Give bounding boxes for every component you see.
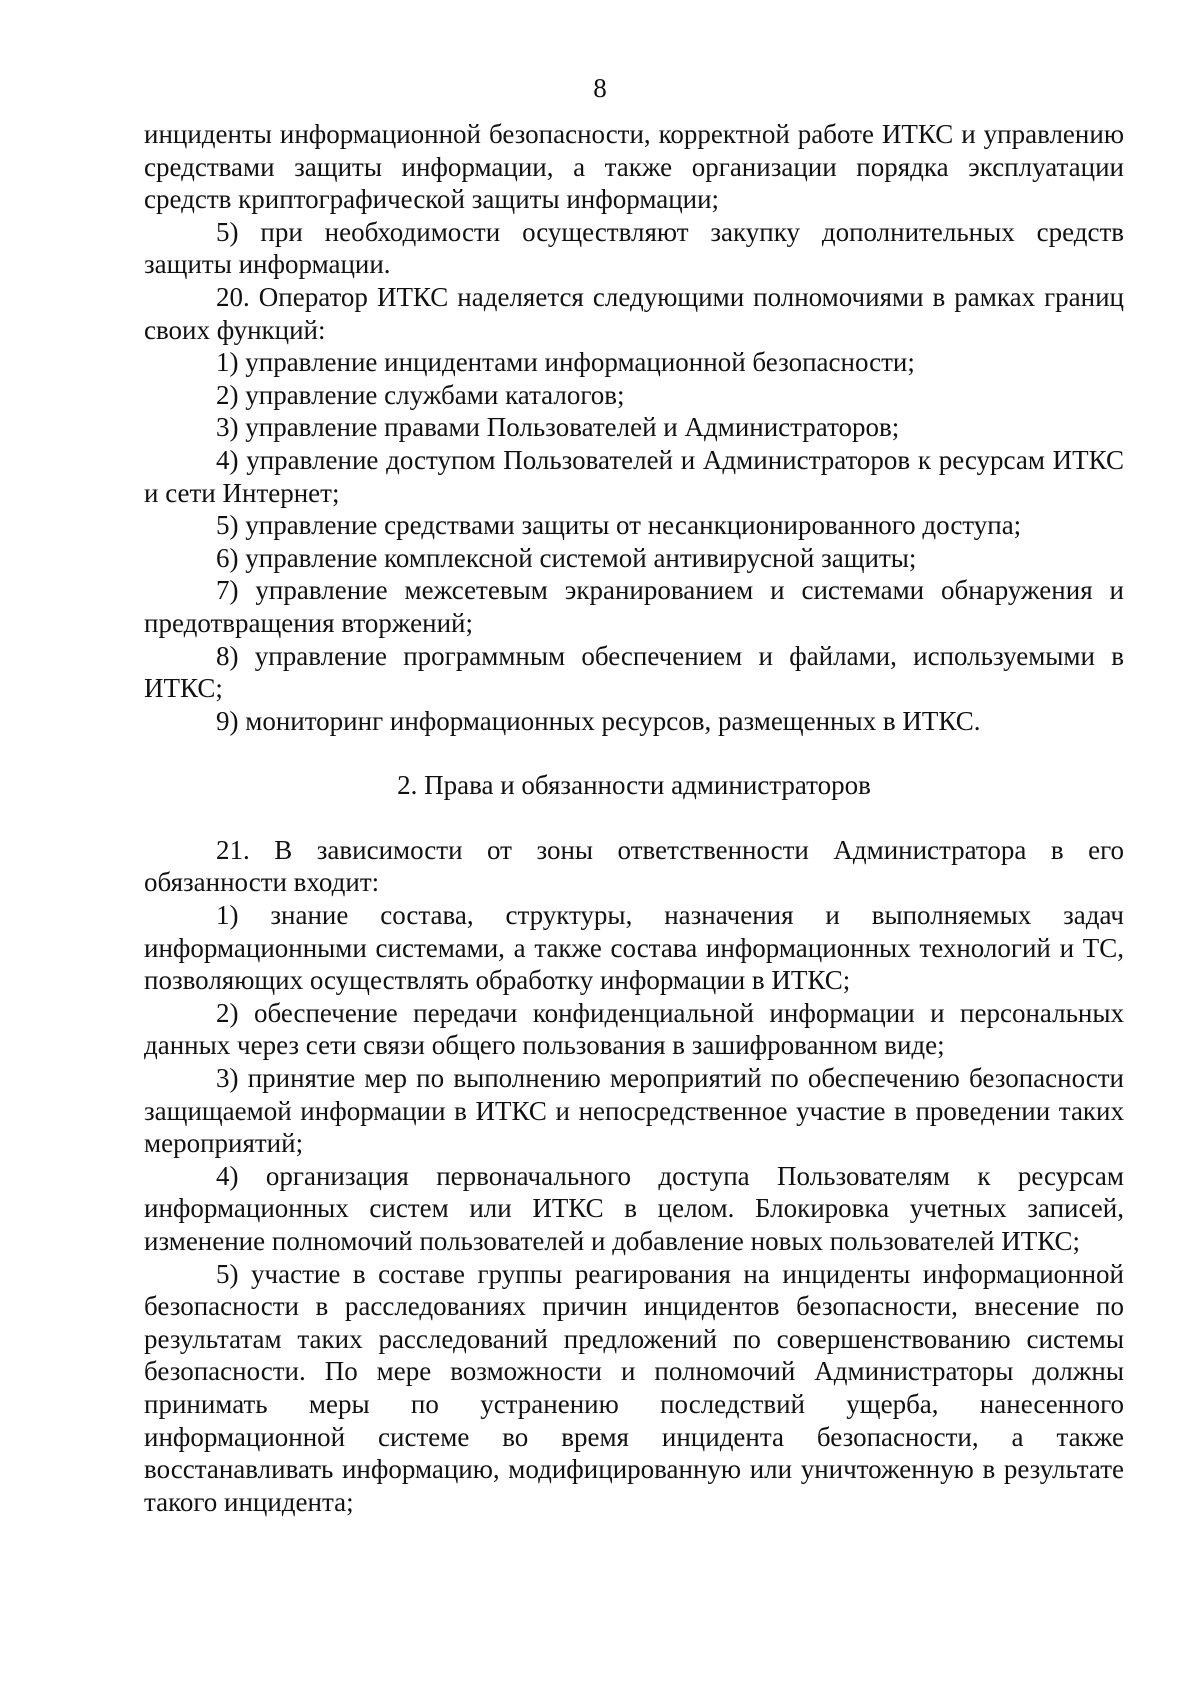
list-item: 8) управление программным обеспечением и файлами, используемыми в ИТКС; [144,640,1124,704]
list-item: 5) при необходимости осуществляют закупку дополнительных средств защиты информации. [144,216,1124,280]
paragraph-continuation: инциденты информационной безопасности, корректной работе ИТКС и управлению средствами защиты информации, а также организации порядка эксплуатации средств криптографической защиты информации; [144,119,1124,215]
list-item: 5) управление средствами защиты от несанкционированного доступа; [216,510,1022,541]
document-body [144,118,1124,1518]
clause-paragraph: 20. Оператор ИТКС наделяется следующими полномочиями в рамках границ своих функций: [144,281,1124,345]
list-item: 6) управление комплексной системой антивирусной защиты; [216,542,917,573]
list-item: 5) участие в составе группы реагирования на инциденты информационной безопасности в расследованиях причин инцидентов безопасности, внесение по результатам таких расследований предложений по совершенствованию системы безопасности. По мере возможности и полномочий Администраторы должны принимать меры по устранению последствий ущерба, нанесенного информационной системе во время инцидента безопасности, а также восстанавливать информацию, модифицированную или уничтоженную в результате такого инцидента; [144,1258,1124,1517]
list-item: 7) управление межсетевым экранированием и системами обнаружения и предотвращения вторжений; [144,575,1124,638]
list-item: 3) управление правами Пользователей и Администраторов; [216,412,900,443]
clause-paragraph: 21. В зависимости от зоны ответственности Администратора в его обязанности входит: [144,834,1124,898]
list-item: 3) принятие мер по выполнению мероприятий по обеспечению безопасности защищаемой информации в ИТКС и непосредственное участие в проведении таких мероприятий; [144,1063,1124,1159]
list-item: 2) обеспечение передачи конфиденциальной информации и персональных данных через сети связи общего пользования в зашифрованном виде; [144,997,1124,1061]
list-item: 4) управление доступом Пользователей и Администраторов к ресурсам ИТКС и сети Интернет; [144,444,1124,508]
list-item: 1) управление инцидентами информационной безопасности; [216,347,915,378]
list-item: 9) мониторинг информационных ресурсов, размещенных в ИТКС. [216,705,981,736]
list-item: 4) организация первоначального доступа Пользователям к ресурсам информационных систем или ИТКС в целом. Блокировка учетных записей, изменение полномочий пользователей и добавление новых пользователей ИТКС; [144,1160,1124,1256]
list-item: 1) знание состава, структуры, назначения и выполняемых задач информационными системами, а также состава информационных технологий и ТС, позволяющих осуществлять обработку информации в ИТКС; [144,900,1124,996]
page-number: 8 [593,73,607,103]
section-heading: 2. Права и обязанности администраторов [397,770,871,801]
list-item: 2) управление службами каталогов; [216,379,625,410]
